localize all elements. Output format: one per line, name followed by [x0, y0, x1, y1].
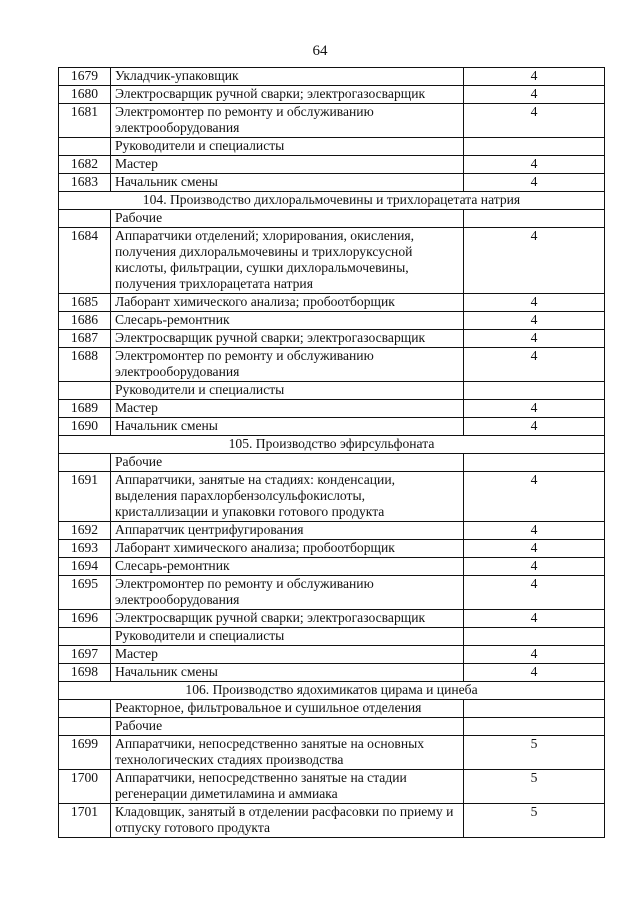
table-row [59, 418, 605, 436]
profession-name: Мастер [111, 646, 464, 664]
table-row [59, 104, 605, 138]
row-number [59, 382, 111, 400]
list-number-value: 4 [464, 472, 605, 522]
row-number: 1680 [59, 86, 111, 104]
list-number-value: 4 [464, 294, 605, 312]
list-number-value: 5 [464, 804, 605, 838]
page-number: 64 [312, 43, 328, 59]
row-number: 1683 [59, 174, 111, 192]
table-row [59, 86, 605, 104]
row-number: 1679 [59, 68, 111, 86]
list-number-value: 4 [464, 576, 605, 610]
list-number-value [464, 718, 605, 736]
profession-name: Начальник смены [111, 418, 464, 436]
list-number-value: 4 [464, 522, 605, 540]
group-heading-row [59, 454, 605, 472]
profession-name: Аппаратчики, непосредственно занятые на основных технологических стадиях производства [111, 736, 464, 770]
list-number-value: 4 [464, 610, 605, 628]
table-row [59, 664, 605, 682]
profession-name: Лаборант химического анализа; пробоотборщик [111, 540, 464, 558]
table-row [59, 294, 605, 312]
group-label: Руководители и специалисты [111, 628, 464, 646]
table-body [59, 68, 605, 838]
list-number-value [464, 382, 605, 400]
list-number-value: 4 [464, 174, 605, 192]
table-row [59, 540, 605, 558]
list-number-value: 4 [464, 86, 605, 104]
profession-name: Аппаратчики, занятые на стадиях: конденсации, выделения парахлорбензолсульфокислоты, кристаллизации и упаковки готового продукта [111, 472, 464, 522]
table-row [59, 646, 605, 664]
row-number: 1687 [59, 330, 111, 348]
list-number-value: 4 [464, 312, 605, 330]
row-number: 1688 [59, 348, 111, 382]
list-number-value: 4 [464, 540, 605, 558]
row-number: 1700 [59, 770, 111, 804]
table-row [59, 68, 605, 86]
group-label: Руководители и специалисты [111, 138, 464, 156]
group-heading-row [59, 382, 605, 400]
profession-name: Мастер [111, 156, 464, 174]
profession-name: Мастер [111, 400, 464, 418]
list-number-value: 4 [464, 348, 605, 382]
table-row [59, 156, 605, 174]
profession-name: Электросварщик ручной сварки; электрогазосварщик [111, 86, 464, 104]
row-number: 1692 [59, 522, 111, 540]
list-number-value: 5 [464, 736, 605, 770]
profession-name: Начальник смены [111, 174, 464, 192]
table-row [59, 174, 605, 192]
profession-name: Кладовщик, занятый в отделении расфасовки по приему и отпуску готового продукта [111, 804, 464, 838]
list-number-value: 4 [464, 418, 605, 436]
list-number-value [464, 138, 605, 156]
group-heading-row [59, 138, 605, 156]
section-title: 106. Производство ядохимикатов цирама и цинеба [59, 682, 605, 700]
row-number: 1684 [59, 228, 111, 294]
table-row [59, 610, 605, 628]
group-label: Рабочие [111, 454, 464, 472]
table-row [59, 228, 605, 294]
list-number-value [464, 628, 605, 646]
row-number [59, 210, 111, 228]
row-number: 1690 [59, 418, 111, 436]
profession-name: Начальник смены [111, 664, 464, 682]
profession-name: Аппаратчики отделений; хлорирования, окисления, получения дихлоральмочевины и трихлоруксусной кислоты, фильтрации, сушки дихлоральмочевины, получения трихлорацетата натрия [111, 228, 464, 294]
row-number [59, 700, 111, 718]
list-number-value: 4 [464, 228, 605, 294]
section-title: 104. Производство дихлоральмочевины и трихлорацетата натрия [59, 192, 605, 210]
section-heading-row [59, 192, 605, 210]
profession-name: Лаборант химического анализа; пробоотборщик [111, 294, 464, 312]
row-number [59, 628, 111, 646]
list-number-value: 4 [464, 646, 605, 664]
section-title: 105. Производство эфирсульфоната [59, 436, 605, 454]
list-number-value: 4 [464, 664, 605, 682]
profession-name: Слесарь-ремонтник [111, 312, 464, 330]
profession-name: Электромонтер по ремонту и обслуживанию электрооборудования [111, 348, 464, 382]
table-row [59, 736, 605, 770]
table-row [59, 472, 605, 522]
list-number-value [464, 454, 605, 472]
group-label: Реакторное, фильтровальное и сушильное отделения [111, 700, 464, 718]
row-number: 1696 [59, 610, 111, 628]
row-number: 1695 [59, 576, 111, 610]
table-row [59, 558, 605, 576]
profession-name: Электромонтер по ремонту и обслуживанию электрооборудования [111, 576, 464, 610]
group-heading-row [59, 718, 605, 736]
row-number: 1685 [59, 294, 111, 312]
row-number: 1686 [59, 312, 111, 330]
group-label: Рабочие [111, 718, 464, 736]
group-heading-row [59, 700, 605, 718]
row-number: 1694 [59, 558, 111, 576]
profession-name: Укладчик-упаковщик [111, 68, 464, 86]
profession-name: Электромонтер по ремонту и обслуживанию электрооборудования [111, 104, 464, 138]
list-number-value: 4 [464, 400, 605, 418]
row-number [59, 718, 111, 736]
section-heading-row [59, 436, 605, 454]
row-number: 1693 [59, 540, 111, 558]
row-number [59, 454, 111, 472]
profession-name: Аппаратчики, непосредственно занятые на стадии регенерации диметиламина и аммиака [111, 770, 464, 804]
group-heading-row [59, 628, 605, 646]
list-number-value: 4 [464, 104, 605, 138]
professions-table [58, 67, 605, 838]
table-row [59, 576, 605, 610]
row-number: 1697 [59, 646, 111, 664]
list-number-value: 4 [464, 558, 605, 576]
profession-name: Слесарь-ремонтник [111, 558, 464, 576]
row-number [59, 138, 111, 156]
table-row [59, 522, 605, 540]
row-number: 1681 [59, 104, 111, 138]
group-label: Руководители и специалисты [111, 382, 464, 400]
list-number-value: 4 [464, 68, 605, 86]
row-number: 1698 [59, 664, 111, 682]
list-number-value: 4 [464, 330, 605, 348]
group-label: Рабочие [111, 210, 464, 228]
table-row [59, 348, 605, 382]
list-number-value [464, 210, 605, 228]
profession-name: Электросварщик ручной сварки; электрогазосварщик [111, 610, 464, 628]
table-row [59, 400, 605, 418]
profession-name: Аппаратчик центрифугирования [111, 522, 464, 540]
row-number: 1682 [59, 156, 111, 174]
table-row [59, 804, 605, 838]
list-number-value: 5 [464, 770, 605, 804]
list-number-value [464, 700, 605, 718]
section-heading-row [59, 682, 605, 700]
list-number-value: 4 [464, 156, 605, 174]
row-number: 1699 [59, 736, 111, 770]
group-heading-row [59, 210, 605, 228]
table-row [59, 330, 605, 348]
row-number: 1691 [59, 472, 111, 522]
profession-name: Электросварщик ручной сварки; электрогазосварщик [111, 330, 464, 348]
table-row [59, 312, 605, 330]
row-number: 1701 [59, 804, 111, 838]
row-number: 1689 [59, 400, 111, 418]
table-row [59, 770, 605, 804]
